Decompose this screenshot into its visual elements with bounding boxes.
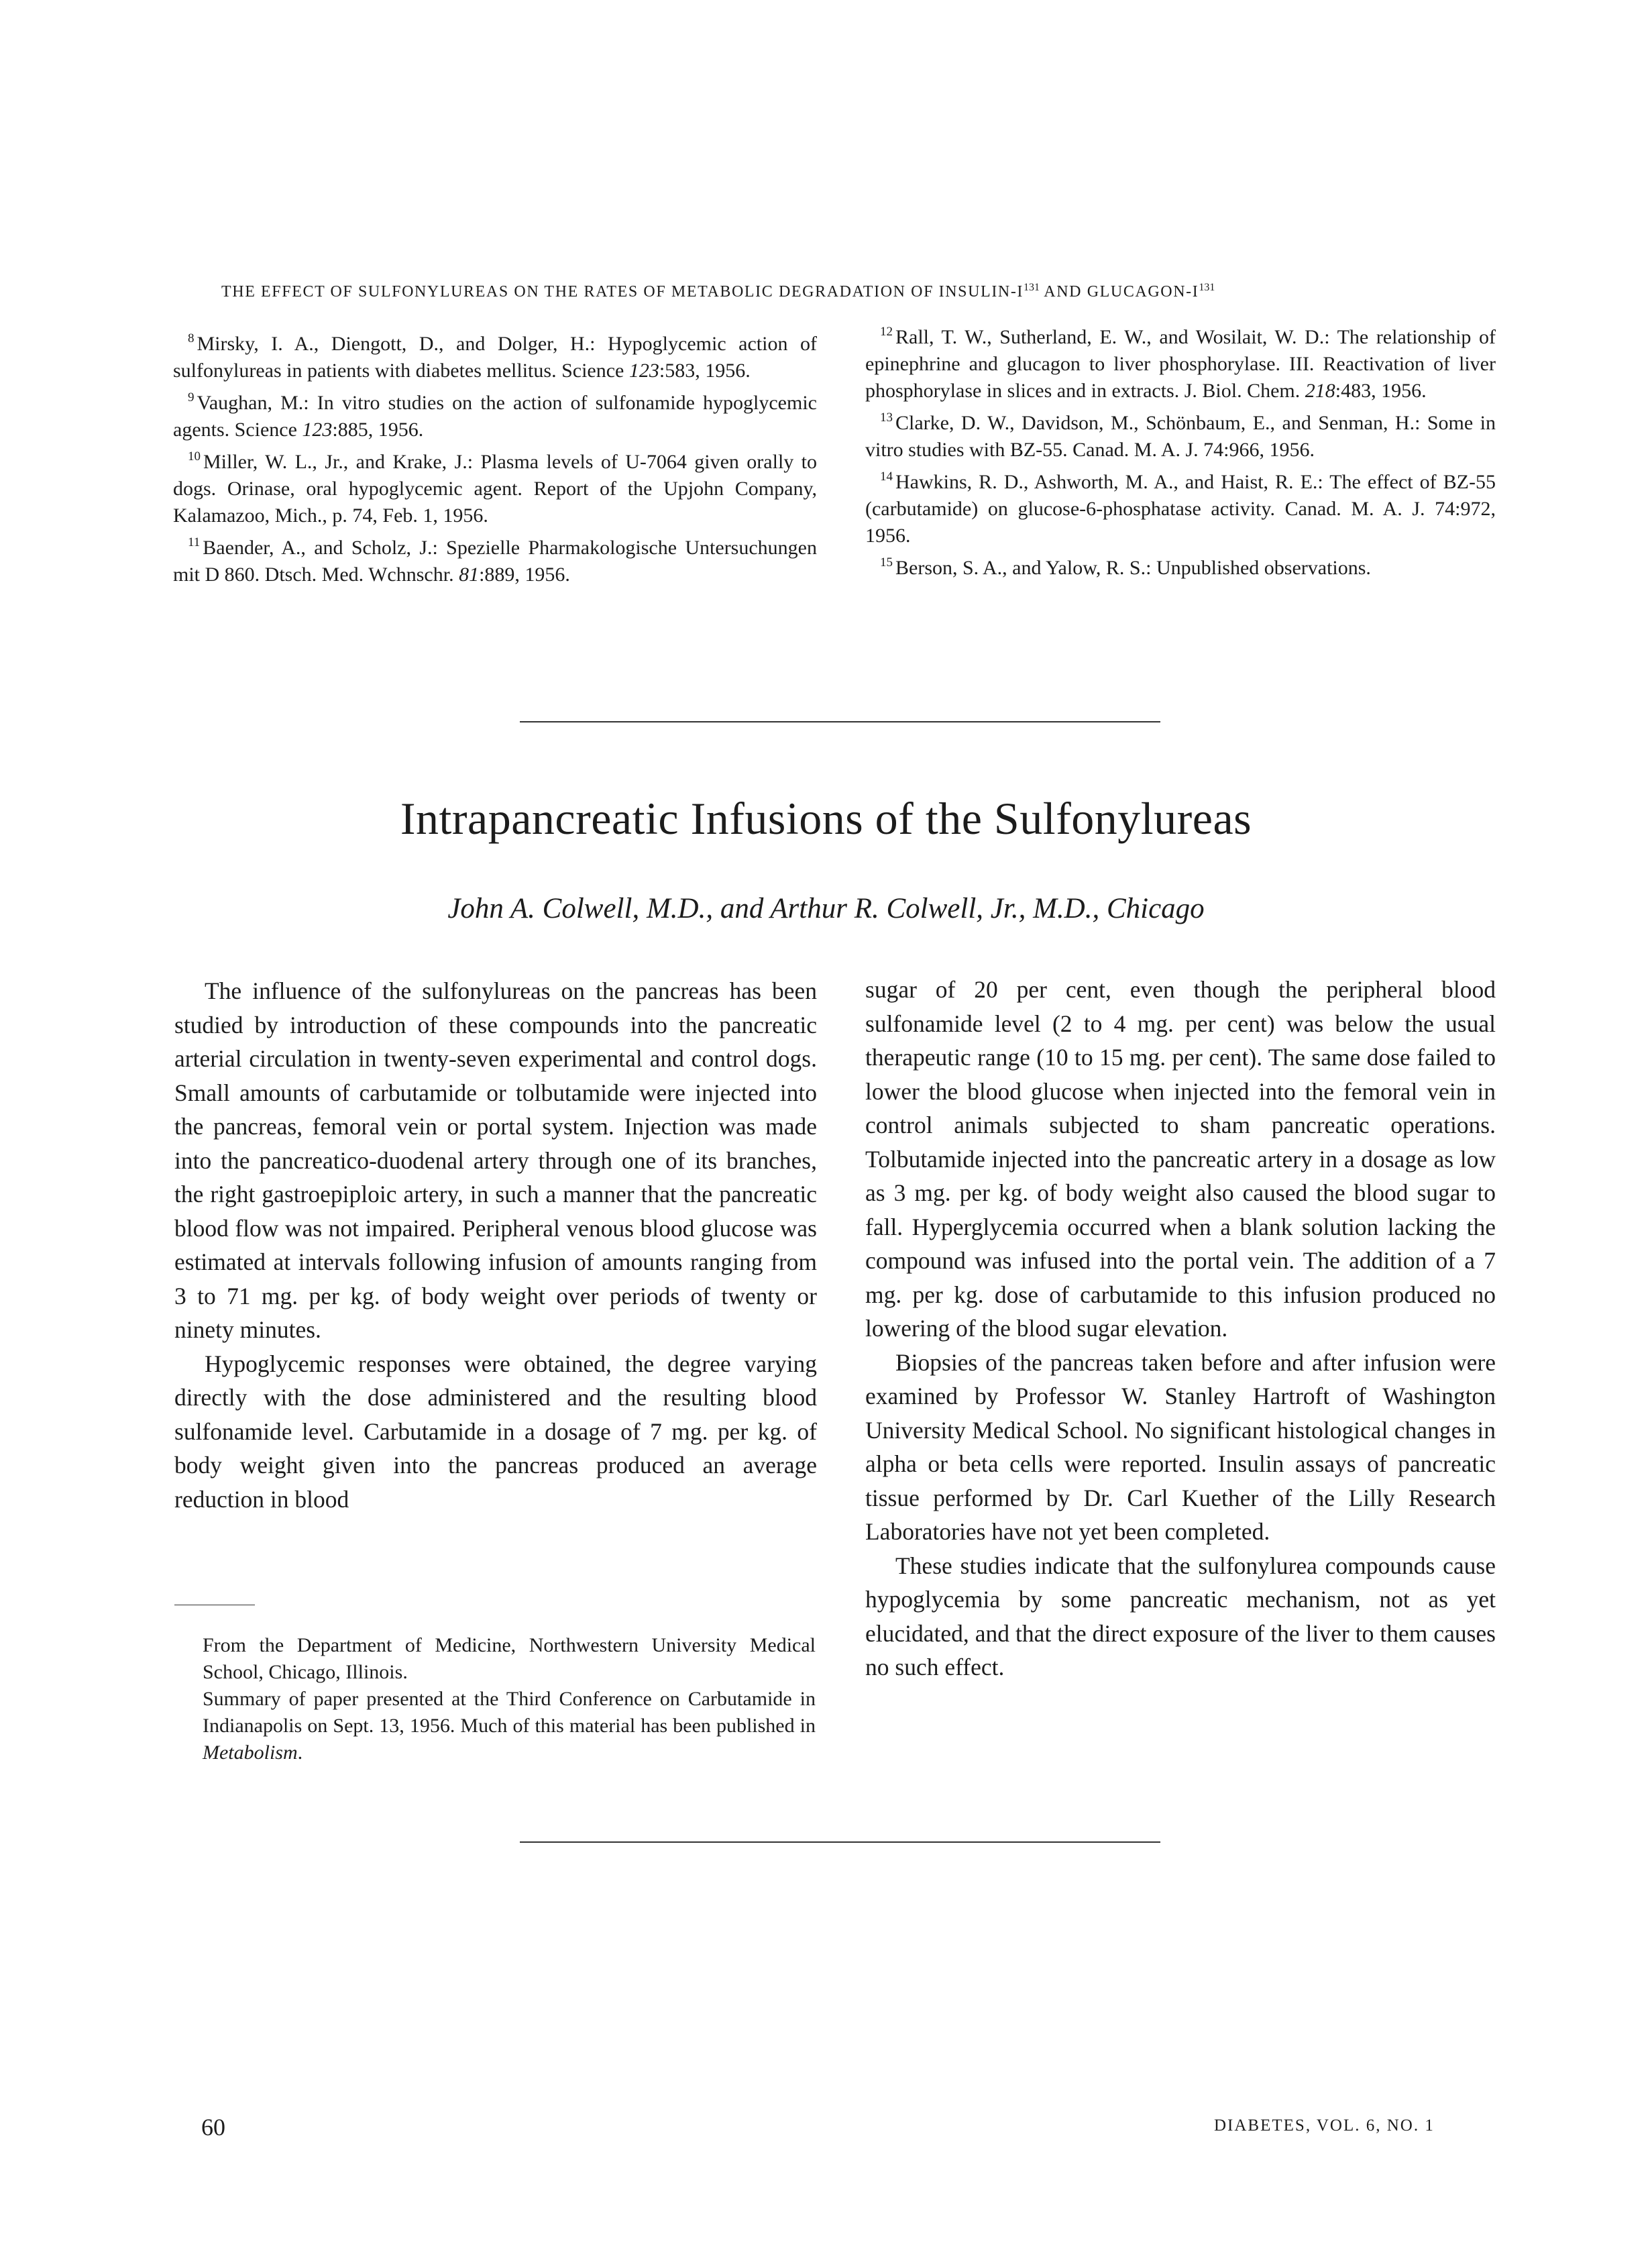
journal-footer: DIABETES, VOL. 6, NO. 1 — [1214, 2116, 1435, 2135]
references-right-column — [865, 319, 1496, 582]
reference-14: $^{14}$ Hawkins, R. D., Ashworth, M. A., and Haist, R. E.: The effect of BZ-55 (carbutamide) on glucose-6-phosphatase activity. Canad. M. A. J. 74:972, 1956. — [865, 470, 1496, 547]
body-left-column — [174, 974, 817, 1516]
reference-11: $^{11}$ Baender, A., and Scholz, J.: Spezielle Pharmakologische Untersuchungen mit D 860. Dtsch. Med. Wchnschr. 81:889, 1956. — [173, 535, 817, 586]
section-divider-bottom — [520, 1841, 1160, 1843]
body-paragraph-2: Hypoglycemic responses were obtained, the degree varying directly with the dose administered and the resulting blood sulfonamide level. Carbutamide in a dosage of 7 mg. per kg. of body weight given into the pancreas produced an average reduction in blood — [174, 1350, 817, 1513]
article-title: Intrapancreatic Infusions of the Sulfonylureas — [400, 793, 1252, 844]
body-paragraph-4: Biopsies of the pancreas taken before and after infusion were examined by Professor W. Stanley Hartroft of Washington University Medical School. No significant histological changes in alpha or beta cells were reported. Insulin assays of pancreatic tissue performed by Dr. Carl Kuether of the Lilly Research Laboratories have not yet been completed. — [865, 1348, 1496, 1545]
reference-15: $^{15}$ Berson, S. A., and Yalow, R. S.: Unpublished observations. — [880, 555, 1371, 579]
reference-8: $^8$ Mirsky, I. A., Diengott, D., and Dolger, H.: Hypoglycemic action of sulfonylureas in patients with diabetes mellitus. Science 123:583, 1956. — [173, 331, 817, 382]
section-divider-top — [520, 721, 1160, 722]
references-left-column — [173, 325, 817, 588]
reference-9: $^9$ Vaughan, M.: In vitro studies on the action of sulfonamide hypoglycemic agents. Science 123:885, 1956. — [173, 390, 817, 441]
journal-name-metabolism: Metabolism — [203, 1741, 298, 1764]
body-paragraph-1: The influence of the sulfonylureas on the pancreas has been studied by introduction of these compounds into the pancreatic arterial circulation in twenty-seven experimental and control dogs. Small amounts of carbutamide or tolbutamide were injected into the pancreas, femoral vein or portal system. Injection was made into the pancreatico-duodenal artery through one of its branches, the right gastroepiploic artery, in such a manner that the pancreatic blood flow was not impaired. Peripheral venous blood glucose was estimated at intervals following infusion of amounts ranging from 3 to 71 mg. per kg. of body weight over periods of twenty or ninety minutes. — [174, 977, 817, 1343]
body-paragraph-5: These studies indicate that the sulfonylurea compounds cause hypoglycemia by some pancreatic mechanism, not as yet elucidated, and that the direct exposure of the liver to them causes no such effect. — [865, 1552, 1496, 1680]
article-authors: John A. Colwell, M.D., and Arthur R. Colwell, Jr., M.D., Chicago — [447, 893, 1205, 924]
running-head: THE EFFECT OF SULFONYLUREAS ON THE RATES OF METABOLIC DEGRADATION OF INSULIN-$I^{131}$ AND GLUCAGON-$I^{131}$ — [221, 282, 1215, 301]
summary-note: Summary of paper presented at the Third Conference on Carbutamide in Indianapolis on Sept. 13, 1956. Much of this material has been published in Metabolism. — [203, 1688, 816, 1764]
page-number: 60 — [201, 2114, 225, 2141]
body-right-column — [865, 973, 1496, 1684]
affiliation-note: From the Department of Medicine, Northwestern University Medical School, Chicago, Illinois. — [203, 1634, 816, 1683]
article-notes — [203, 1632, 816, 1766]
reference-13: $^{13}$ Clarke, D. W., Davidson, M., Schönbaum, E., and Senman, H.: Some in vitro studies with BZ-55. Canad. M. A. J. 74:966, 1956. — [865, 411, 1496, 461]
reference-12: $^{12}$ Rall, T. W., Sutherland, E. W., and Wosilait, W. D.: The relationship of epinephrine and glucagon to liver phosphorylase. III. Reactivation of liver phosphorylase in slices and in extracts. J. Biol. Chem. 218:483, 1956. — [865, 325, 1496, 402]
body-paragraph-3: sugar of 20 per cent, even though the peripheral blood sulfonamide level (2 to 4 mg. per cent) was below the usual therapeutic range (10 to 15 mg. per cent). The same dose failed to lower the blood glucose when injected into the femoral vein in control animals subjected to sham pancreatic operations. Tolbutamide injected into the pancreatic artery in a dosage as low as 3 mg. per kg. of body weight also caused the blood sugar to fall. Hyperglycemia occurred when a blank solution lacking the compound was infused into the portal vein. The addition of a 7 mg. per kg. dose of carbutamide to this infusion produced no lowering of the blood sugar elevation. — [865, 976, 1496, 1342]
reference-10: $^{10}$ Miller, W. L., Jr., and Krake, J.: Plasma levels of U-7064 given orally to dogs. Orinase, oral hypoglycemic agent. Report of the Upjohn Company, Kalamazoo, Mich., p. 74, Feb. 1, 1956. — [173, 449, 817, 527]
